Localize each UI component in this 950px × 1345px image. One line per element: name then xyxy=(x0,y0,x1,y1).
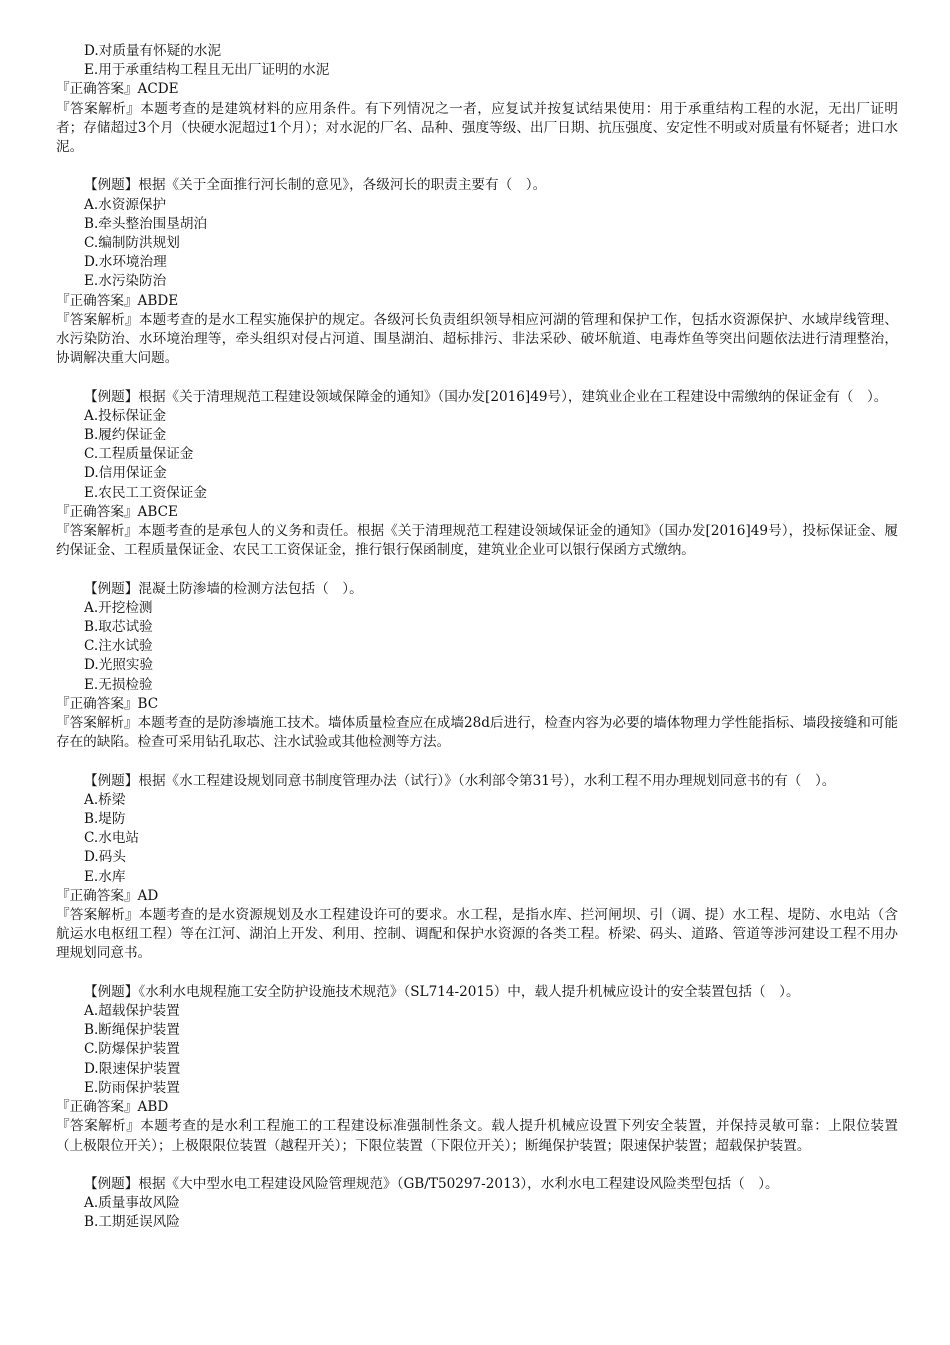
correct-answer: 『正确答案』AD xyxy=(56,887,159,904)
option: E.无损检验 xyxy=(84,676,153,693)
option: B.工期延误风险 xyxy=(84,1214,180,1231)
question-block xyxy=(56,580,898,753)
option: E.防雨保护装置 xyxy=(84,1079,180,1096)
option: A.开挖检测 xyxy=(84,599,153,616)
answer-analysis: 『答案解析』本题考查的是承包人的义务和责任。根据《关于清理规范工程建设领域保证金的通知》（国办发[2016]49号），投标保证金、履约保证金、工程质量保证金、农民工工资保证金，推行银行保函制度，建筑业企业可以银行保函方式缴纳。 xyxy=(56,523,898,559)
question-block xyxy=(56,772,898,964)
question-stem: 【例题】混凝土防渗墙的检测方法包括（ ）。 xyxy=(84,580,363,597)
question-block xyxy=(56,388,898,561)
spacer xyxy=(56,964,898,983)
spacer xyxy=(56,368,898,387)
correct-answer: 『正确答案』ABDE xyxy=(56,292,179,309)
option: E.用于承重结构工程且无出厂证明的水泥 xyxy=(84,62,330,79)
option: B.履约保证金 xyxy=(84,427,167,444)
option: A.投标保证金 xyxy=(84,407,167,424)
option: C.编制防洪规划 xyxy=(84,235,180,252)
question-stem: 【例题】根据《水工程建设规划同意书制度管理办法（试行）》（水利部令第31号），水利工程不用办理规划同意书的有（ ）。 xyxy=(84,772,836,789)
question-stem: 【例题】根据《大中型水电工程建设风险管理规范》（GB/T50297-2013），水利水电工程建设风险类型包括（ ）。 xyxy=(84,1175,779,1192)
option: D.对质量有怀疑的水泥 xyxy=(84,43,222,59)
option: C.注水试验 xyxy=(84,638,153,655)
answer-analysis: 『答案解析』本题考查的是水利工程施工的工程建设标准强制性条文。载人提升机械应设置下列安全装置，并保持灵敏可靠：上限位装置（上极限位开关）；上极限限位装置（越程开关）；下限位装置（下限位开关）；断绳保护装置；限速保护装置；超载保护装置。 xyxy=(56,1118,898,1154)
answer-analysis: 『答案解析』本题考查的是水工程实施保护的规定。各级河长负责组织领导相应河湖的管理和保护工作，包括水资源保护、水域岸线管理、水污染防治、水环境治理等，牵头组织对侵占河道、围垦湖泊、超标排污、非法采砂、破坏航道、电毒炸鱼等突出问题依法进行清理整治，协调解决重大问题。 xyxy=(56,311,898,367)
question-block xyxy=(56,1175,898,1233)
option: C.防爆保护装置 xyxy=(84,1041,180,1058)
spacer xyxy=(56,752,898,771)
option: A.超载保护装置 xyxy=(84,1003,180,1020)
option: D.码头 xyxy=(84,849,126,866)
correct-answer: 『正确答案』ACDE xyxy=(56,81,179,98)
option: E.农民工工资保证金 xyxy=(84,484,207,501)
answer-analysis: 『答案解析』本题考查的是防渗墙施工技术。墙体质量检查应在成墙28d后进行，检查内容为必要的墙体物理力学性能指标、墙段接缝和可能存在的缺陷。检查可采用钻孔取芯、注水试验或其他检测等方法。 xyxy=(56,715,898,751)
question-block xyxy=(56,176,898,368)
option: A.质量事故风险 xyxy=(84,1195,180,1212)
option: A.水资源保护 xyxy=(84,196,167,213)
option: E.水库 xyxy=(84,868,126,885)
spacer xyxy=(56,1156,898,1175)
document-page xyxy=(56,42,898,1233)
answer-analysis: 『答案解析』本题考查的是建筑材料的应用条件。有下列情况之一者，应复试并按复试结果使用：用于承重结构工程的水泥，无出厂证明者；存储超过3个月（快硬水泥超过1个月）；对水泥的厂名、品种、强度等级、出厂日期、抗压强度、安定性不明或对质量有怀疑者；进口水泥。 xyxy=(56,100,898,156)
question-stem: 【例题】根据《关于清理规范工程建设领域保障金的通知》（国办发[2016]49号），建筑业企业在工程建设中需缴纳的保证金有（ ）。 xyxy=(84,388,888,405)
option: C.工程质量保证金 xyxy=(84,446,194,463)
option: B.牵头整治围垦胡泊 xyxy=(84,215,208,232)
option: D.水环境治理 xyxy=(84,254,167,271)
answer-analysis: 『答案解析』本题考查的是水资源规划及水工程建设许可的要求。水工程，是指水库、拦河闸坝、引（调、提）水工程、堤防、水电站（含航运水电枢纽工程）等在江河、湖泊上开发、利用、控制、调配和保护水资源的各类工程。桥梁、码头、道路、管道等涉河建设工程不用办理规划同意书。 xyxy=(56,907,898,962)
question-stem: 【例题】根据《关于全面推行河长制的意见》，各级河长的职责主要有（ ）。 xyxy=(84,177,547,194)
option: C.水电站 xyxy=(84,830,140,847)
option: D.信用保证金 xyxy=(84,465,167,482)
spacer xyxy=(56,560,898,579)
option: B.堤防 xyxy=(84,811,126,828)
correct-answer: 『正确答案』ABD xyxy=(56,1099,169,1116)
option: B.断绳保护装置 xyxy=(84,1022,180,1039)
option: B.取芯试验 xyxy=(84,619,153,636)
option: D.限速保护装置 xyxy=(84,1060,181,1077)
correct-answer: 『正确答案』ABCE xyxy=(56,503,178,520)
lead-block xyxy=(56,42,898,157)
correct-answer: 『正确答案』BC xyxy=(56,695,159,712)
option: E.水污染防治 xyxy=(84,273,167,290)
option: A.桥梁 xyxy=(84,791,126,808)
question-block xyxy=(56,983,898,1156)
option: D.光照实验 xyxy=(84,657,154,674)
spacer xyxy=(56,157,898,176)
question-stem: 【例题】《水利水电规程施工安全防护设施技术规范》（SL714-2015）中，载人提升机械应设计的安全装置包括（ ）。 xyxy=(84,983,800,1000)
